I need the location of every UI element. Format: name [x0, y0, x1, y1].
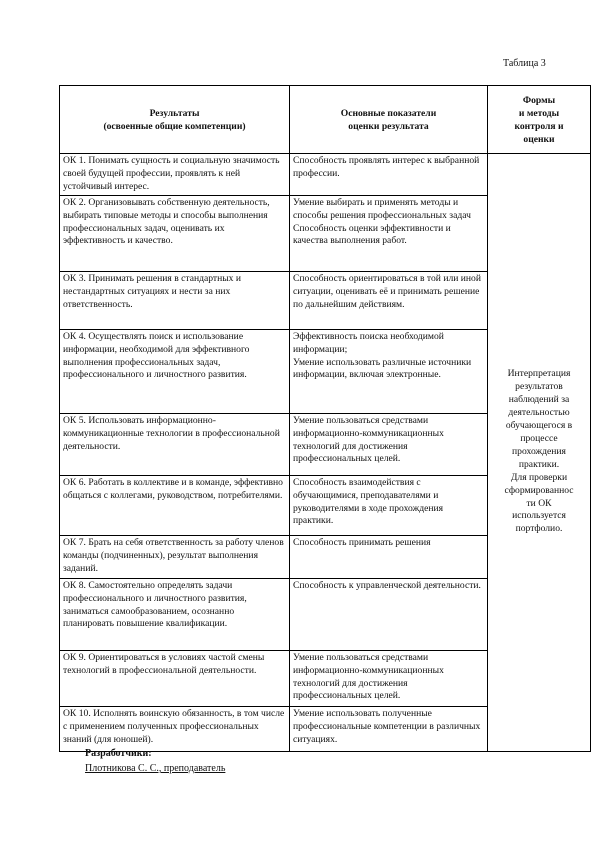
indicator-cell: Способность ориентироваться в той или иной ситуации, оценивать её и принимать решение по дальнейшим действиям.	[290, 271, 488, 329]
indicator-cell: Способность взаимодействия с обучающимися, преподавателями и руководителями в ходе прохождения практики.	[290, 475, 488, 535]
competence-cell: ОК 7. Брать на себя ответственность за работу членов команды (подчиненных), результат выполнения заданий.	[60, 535, 290, 578]
assessment-table	[59, 85, 591, 752]
indicator-cell: Способность проявлять интерес к выбранной профессии.	[290, 154, 488, 196]
indicator-cell: Способность к управленческой деятельности.	[290, 578, 488, 650]
indicator-cell: Умение использовать полученные профессиональные компетенции в различных ситуациях.	[290, 706, 488, 751]
competence-cell: ОК 1. Понимать сущность и социальную значимость своей будущей профессии, проявлять к ней устойчивый интерес.	[60, 154, 290, 196]
header-indicators: Основные показатели оценки результата	[290, 86, 488, 154]
indicator-cell: Умение пользоваться средствами информационно-коммуникационных технологий для достижения профессиональных целей.	[290, 650, 488, 706]
competence-cell: ОК 4. Осуществлять поиск и использование информации, необходимой для эффективного выполнения профессиональных задач, профессионального и личностного развития.	[60, 329, 290, 413]
table-caption: Таблица 3	[503, 58, 546, 69]
competence-cell: ОК 9. Ориентироваться в условиях частой смены технологий в профессиональной деятельности.	[60, 650, 290, 706]
developer-name: Плотникова С. С., преподаватель	[85, 763, 226, 774]
competence-cell: ОК 3. Принимать решения в стандартных и нестандартных ситуациях и нести за них ответственность.	[60, 271, 290, 329]
competence-cell: ОК 2. Организовывать собственную деятельность, выбирать типовые методы и способы выполнения профессиональных задач, оценивать их эффективность и качество.	[60, 195, 290, 271]
forms-methods-cell	[488, 154, 591, 752]
table-header-row	[60, 86, 591, 154]
indicator-cell: Способность принимать решения	[290, 535, 488, 578]
indicator-cell: Умение пользоваться средствами информационно-коммуникационных технологий для достижения профессиональных целей.	[290, 413, 488, 475]
indicator-cell: Умение выбирать и применять методы и способы решения профессиональных задач Способность оценки эффективности и качества выполнения работ.	[290, 195, 488, 271]
header-forms: Формы и методы контроля и оценки	[488, 86, 591, 154]
competence-cell: ОК 8. Самостоятельно определять задачи профессионального и личностного развития, заниматься самообразованием, осознанно планировать повышение квалификации.	[60, 578, 290, 650]
competence-cell: ОК 10. Исполнять воинскую обязанность, в том числе с применением полученных профессиональных знаний (для юношей).	[60, 706, 290, 751]
indicator-cell: Эффективность поиска необходимой информации; Умение использовать различные источники информации, включая электронные.	[290, 329, 488, 413]
forms-methods-text: Интерпретация результатов наблюдений за деятельностью обучающегося в процессе прохождения практики. Для проверки сформированнос ти ОК используется портфолио.	[504, 368, 574, 535]
competence-cell: ОК 6. Работать в коллективе и в команде, эффективно общаться с коллегами, руководством, потребителями.	[60, 475, 290, 535]
header-results: Результаты (освоенные общие компетенции)	[60, 86, 290, 154]
developers-label: Разработчики:	[85, 748, 152, 759]
table-row	[60, 154, 591, 196]
competence-cell: ОК 5. Использовать информационно-коммуникационные технологии в профессиональной деятельности.	[60, 413, 290, 475]
